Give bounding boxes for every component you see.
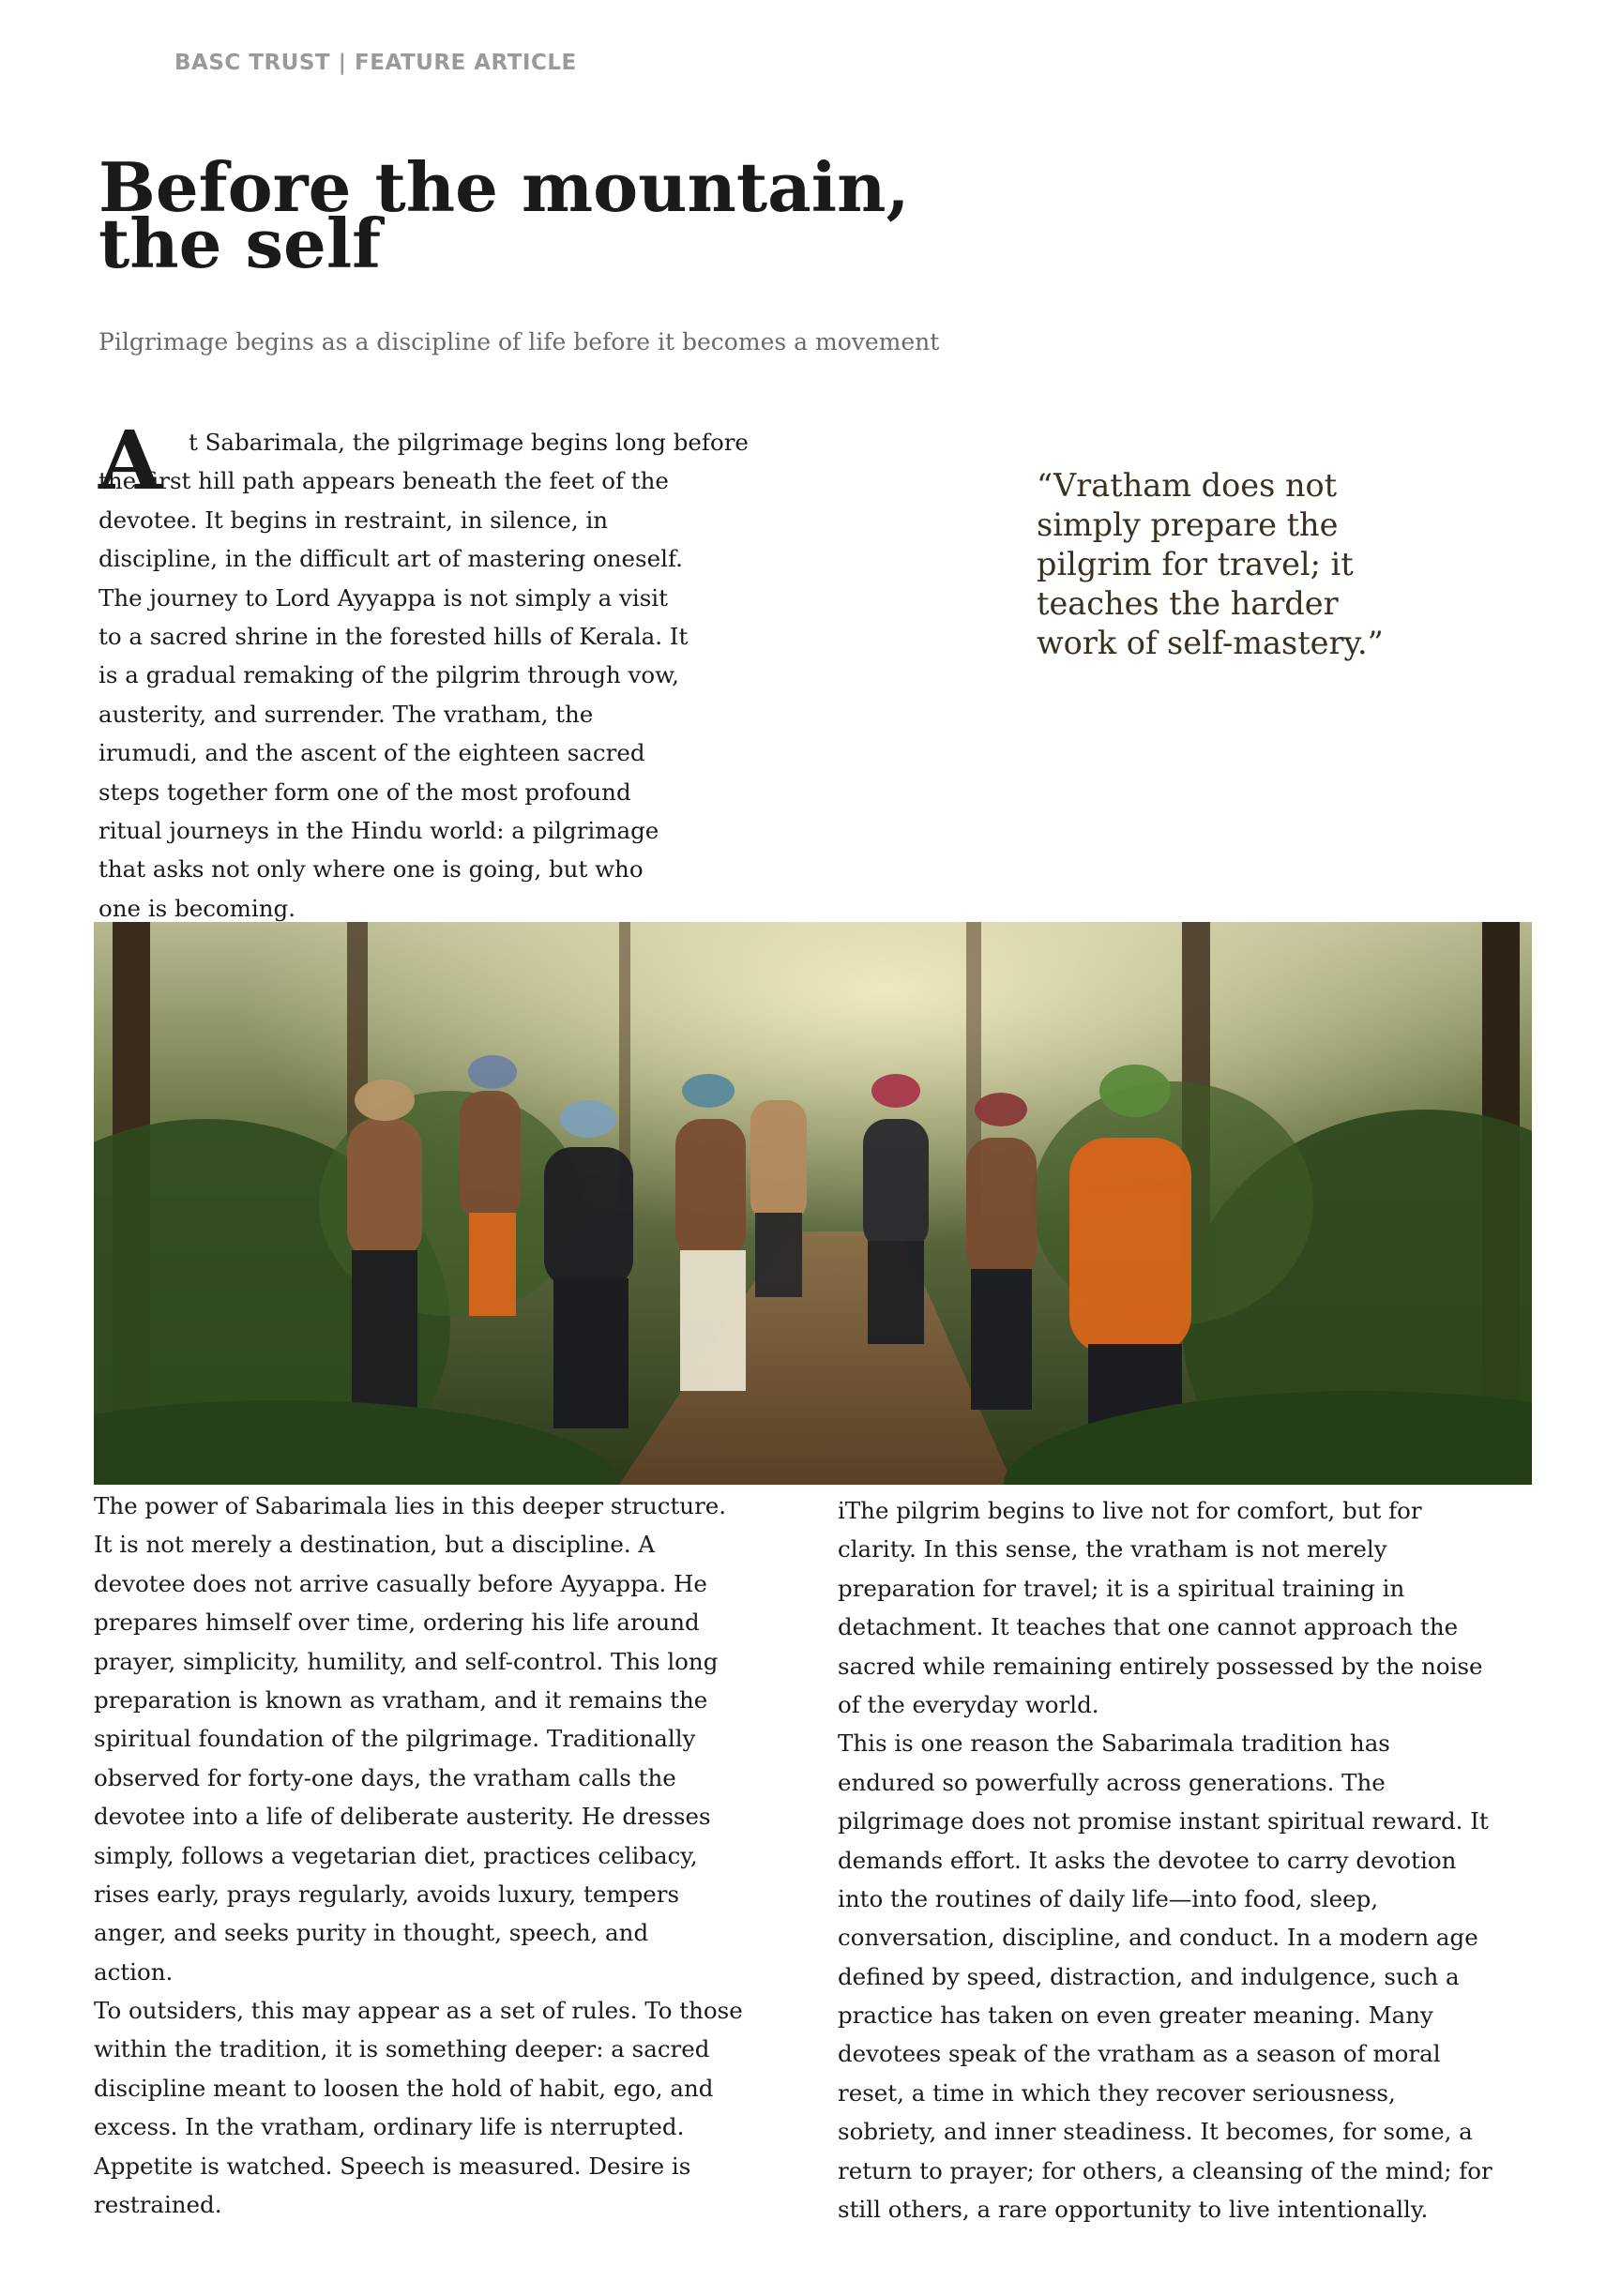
body-line: restrained. bbox=[94, 2191, 222, 2219]
body-line: rises early, prays regularly, avoids luxury, tempers bbox=[94, 1880, 680, 1908]
body-line: The power of Sabarimala lies in this deeper structure. bbox=[94, 1492, 727, 1519]
body-line: return to prayer; for others, a cleansing of the mind; for bbox=[838, 2156, 1492, 2184]
body-line: prepares himself over time, ordering his life around bbox=[94, 1609, 700, 1637]
body-line: still others, a rare opportunity to live intentionally. bbox=[838, 2196, 1429, 2224]
body-line: prayer, simplicity, humility, and self-control. This long bbox=[94, 1647, 719, 1675]
drop-cap: A bbox=[98, 414, 161, 508]
intro-line: The journey to Lord Ayyappa is not simply a visit bbox=[98, 583, 668, 612]
pull-quote-line: work of self-mastery.” bbox=[1037, 625, 1384, 661]
body-line: practice has taken on even greater meaning. Many bbox=[838, 2001, 1433, 2030]
article-subtitle: Pilgrimage begins as a discipline of life before it becomes a movement bbox=[98, 328, 940, 355]
pull-quote-line: simply prepare the bbox=[1037, 506, 1339, 543]
intro-line: steps together form one of the most profound bbox=[98, 778, 631, 806]
body-line: devotee into a life of deliberate austerity. He dresses bbox=[94, 1803, 711, 1831]
intro-line: that asks not only where one is going, but who bbox=[98, 855, 644, 884]
body-line: within the tradition, it is something deeper: a sacred bbox=[94, 2035, 710, 2063]
intro-line: discipline, in the difficult art of mastering oneself. bbox=[98, 545, 683, 573]
body-column-right bbox=[838, 1491, 1551, 2228]
body-line: sobriety, and inner steadiness. It becomes, for some, a bbox=[838, 2118, 1473, 2146]
intro-line: devotee. It begins in restraint, in silence, in bbox=[98, 506, 609, 534]
body-line: discipline meant to loosen the hold of habit, ego, and bbox=[94, 2074, 714, 2102]
body-line: anger, and seeks purity in thought, speech, and bbox=[94, 1919, 649, 1947]
body-line: preparation for travel; it is a spiritual training in bbox=[838, 1574, 1405, 1602]
header-tag: BASC TRUST | FEATURE ARTICLE bbox=[174, 51, 577, 75]
body-column-left bbox=[94, 1487, 807, 2224]
article-title bbox=[98, 147, 1130, 283]
title-line-1: Before the mountain, bbox=[98, 147, 910, 227]
intro-line: t Sabarimala, the pilgrimage begins long before bbox=[189, 429, 749, 456]
body-line: endured so powerfully across generations. The bbox=[838, 1768, 1386, 1796]
body-line: iThe pilgrim begins to live not for comfort, but for bbox=[838, 1497, 1422, 1524]
body-line: detachment. It teaches that one cannot approach the bbox=[838, 1613, 1459, 1641]
pull-quote-line: teaches the harder bbox=[1037, 585, 1339, 622]
body-line: action. bbox=[94, 1957, 174, 1986]
body-line: conversation, discipline, and conduct. In a modern age bbox=[838, 1924, 1478, 1952]
intro-line: ritual journeys in the Hindu world: a pilgrimage bbox=[98, 816, 659, 844]
intro-paragraph bbox=[98, 414, 811, 928]
intro-line: is a gradual remaking of the pilgrim through vow, bbox=[98, 661, 679, 689]
body-line: observed for forty-one days, the vratham calls the bbox=[94, 1763, 676, 1791]
body-line: reset, a time in which they recover seriousness, bbox=[838, 2078, 1396, 2107]
body-line: sacred while remaining entirely possessed by the noise bbox=[838, 1652, 1483, 1680]
body-line: clarity. In this sense, the vratham is not merely bbox=[838, 1535, 1387, 1563]
intro-line: irumudi, and the ascent of the eighteen sacred bbox=[98, 739, 645, 767]
intro-line: austerity, and surrender. The vratham, the bbox=[98, 700, 594, 728]
body-line: spiritual foundation of the pilgrimage. Traditionally bbox=[94, 1725, 696, 1753]
body-line: devotees speak of the vratham as a season of moral bbox=[838, 2040, 1441, 2068]
body-line: To outsiders, this may appear as a set of rules. To those bbox=[94, 1997, 743, 2025]
pull-quote-line: pilgrim for travel; it bbox=[1037, 546, 1354, 582]
pull-quote bbox=[1037, 466, 1431, 663]
pilgrims-forest-photo bbox=[94, 922, 1532, 1485]
title-line-2: the self bbox=[98, 204, 382, 283]
body-line: of the everyday world. bbox=[838, 1690, 1099, 1718]
body-line: It is not merely a destination, but a discipline. A bbox=[94, 1531, 656, 1559]
intro-line: the first hill path appears beneath the feet of the bbox=[98, 467, 669, 495]
body-line: preparation is known as vratham, and it remains the bbox=[94, 1685, 708, 1714]
body-line: demands effort. It asks the devotee to carry devotion bbox=[838, 1846, 1457, 1874]
body-line: pilgrimage does not promise instant spiritual reward. It bbox=[838, 1807, 1489, 1835]
body-line: into the routines of daily life—into food, sleep, bbox=[838, 1884, 1379, 1912]
body-line: Appetite is watched. Speech is measured. Desire is bbox=[94, 2152, 691, 2180]
body-line: defined by speed, distraction, and indulgence, such a bbox=[838, 1962, 1460, 1990]
body-line: This is one reason the Sabarimala tradition has bbox=[838, 1730, 1390, 1758]
pull-quote-line: “Vratham does not bbox=[1037, 467, 1338, 504]
body-line: excess. In the vratham, ordinary life is nterrupted. bbox=[94, 2113, 685, 2141]
intro-line: to a sacred shrine in the forested hills of Kerala. It bbox=[98, 622, 689, 650]
body-line: devotee does not arrive casually before Ayyappa. He bbox=[94, 1569, 707, 1597]
intro-line: one is becoming. bbox=[98, 894, 295, 922]
body-line: simply, follows a vegetarian diet, practices celibacy, bbox=[94, 1841, 698, 1869]
